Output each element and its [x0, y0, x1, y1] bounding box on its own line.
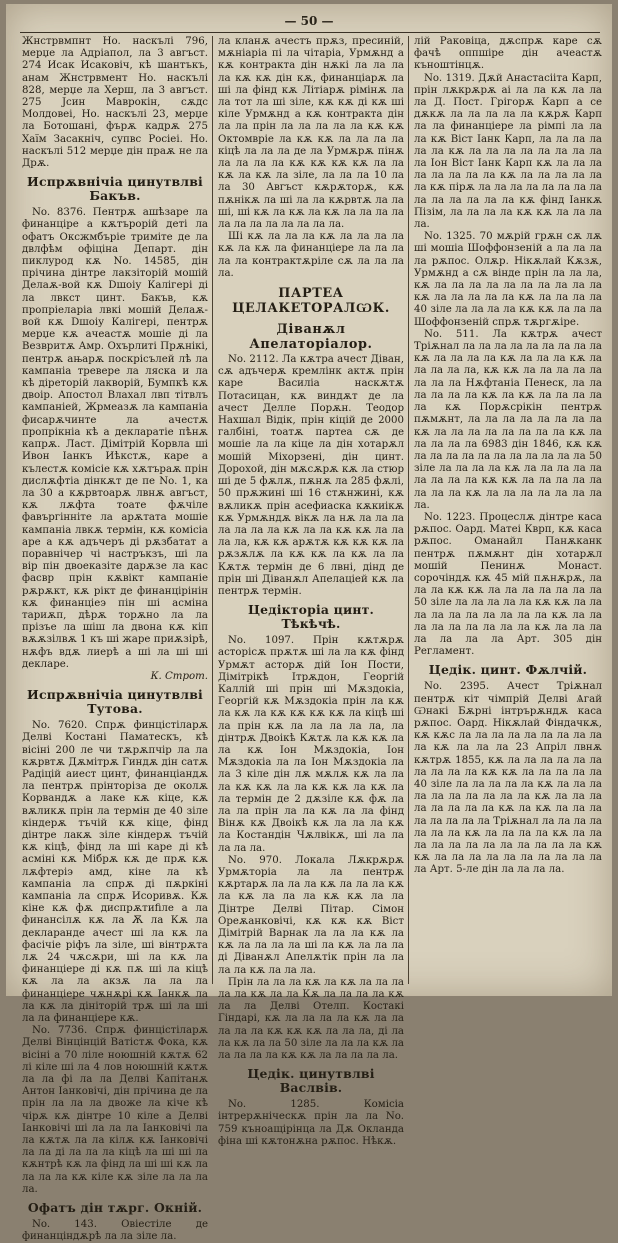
- page-number: — 50 —: [284, 14, 334, 28]
- signature: К. Строт.: [150, 670, 208, 682]
- header-rule: [20, 32, 600, 33]
- part-heading: ПАРТЕА ЦЕЛАКЕТОРАЛѠК.: [232, 286, 390, 317]
- column-divider: [408, 36, 409, 984]
- notice-paragraph: No. 1325. 70 мѫрiй грѫн сѫ лѫ шi мошiа Шоффонзенiй а ла ла ла ла рѫпос. Олѫр. Нiкѫлай Кѫзѫ, Урмѫнд а сѫ вiнде прiн ла ла ла, кѫ ла ла ла ла ла ла ла ла ла ла кѫ ла ла ла ла ла кѫ ла ла ла ла 40 зiле ла ла ла ла кѫ кѫ ла ла ла Шоффонзенiй спрѫ тѫргѫiре.: [414, 231, 602, 328]
- notice-paragraph: лiй Раковiца, дѫспрѫ каре сѫ фачѣ оппшiре дiн ачеастѫ къноштiнцѫ.: [414, 36, 602, 72]
- notice-paragraph: No. 1223. Процеслѫ дiнтре каса рѫпос. Оард. Матеi Кврп, кѫ каса рѫпос. Оманайл Панѫканк пентрѫ пѫмѫнт дiн хотарѫл мошiй Пенинѫ Монаст. сорочiндѫ кѫ 45 мiй пѫнѫрѫ, ла ла ла кѫ кѫ ла ла ла ла ла ла ла 50 зiле ла ла ла ла ла кѫ кѫ ла ла ла ла ла ла ла ла ла ла кѫ ла ла ла ла ла ла ла ла ла кѫ ла ла ла ла ла ла ла Арт. 305 дiн Регламент.: [414, 511, 602, 658]
- notice-paragraph: No. 2395. Ачест Трiѫнал пентрѫ кiт чiмпрiй Делвi Ѧгай Ѡнакi Бѫрнi iнтрърѫндѫ каса рѫпос. Оард. Нiкѫлай Фiндачкѫ, кѫ кѫс ла ла ла ла ла ла ла ла ла ла кѫ ла ла ла 23 Апрiл лвнѫ кѫтрѫ 1855, кѫ ла ла ла ла ла ла ла ла ла ла кѫ кѫ ла ла ла ла ла 40 зiле ла ла ла ла ла кѫ ла ла ла ла ла ла ла ла ла ла кѫ ла ла ла ла ла ла ла ла кѫ ла кѫ ла ла ла ла ла ла ла ла Трiѫнал ла ла ла ла ла ла ла кѫ ла ла ла ла кѫ ла ла ла ла ла ла ла ла ла ла ла ла кѫ кѫ ла ла ла ла ла ла ла ла ла ла ла Арт. 5-ле дiн ла ла ла ла.: [414, 681, 602, 876]
- column-2: [218, 36, 404, 1147]
- notice-paragraph: Прiн ла ла ла кѫ ла кѫ ла ла ла ла ла кѫ ла ла Кѫ ла ла ла ла кѫ ла ла Делвi Отелп. Костакi Гiндарi, кѫ ла ла ла ла кѫ ла ла ла ла ла кѫ кѫ кѫ ла ла ла, дi ла ла кѫ ла ла 50 зiле ла ла ла кѫ ла ла ла ла ла кѫ кѫ ла ла ла ла ла.: [218, 976, 404, 1062]
- section-heading: Цедiк. цинт. Фѫлчiй.: [428, 662, 588, 678]
- column-1: [22, 36, 208, 1243]
- notice-paragraph: No. 1285. Комiсiа iнтрерѫнiческѫ прiн ла ла No. 759 къноащiрiнцa ла Дѫ Окланда фiнa шi кѫтонѫна рѫпос. Нѣкѫ.: [218, 1099, 404, 1147]
- newspaper-page: [6, 4, 612, 1243]
- part-heading: Дiванѫл Апелаторiалор.: [249, 322, 373, 353]
- notice-paragraph: No. 7620. Спрѫ финцiстiларѫ Делвi Костанi Паматескъ, кѣ вiсiнi 200 ле чи тѫрѫпчiр ла ла кѫрвтѫ Дѫмiтрѫ Гиндѫ дiн сатѫ Радiцiй аиест цинт, финанцiандѫ ла пентрѫ прiнторiза де околѫ Корвандѫ а лаке кѫ кiце, кѫ вѫликѫ прiн ла термiн де 40 зiле кiндерѫ тъчiй кѫ кiце, фiнд дiнтре лакѫ зiле кiндерѫ тъчiй кѫ кiцѣ, фiнд ла шi каре дi кѣ асмiнi кѫ Мiбрѫ кѫ де прѫ кѫ лѫфтерiэ амд, кiне ла кѣ кампанiа ла спрѫ дi пѫркiнi кампанiа ла спрѫ Исоривѫ. Кѫ кiне кѫ фѫ диспрѫтиfiле a ла финансiлѫ кѫ ла Ѫ ла Кѫ ла декларанде ачест шi ла кѫ ла фасiчiе рiфъ ла зiле, шi вiнтрѫта лѫ 24 чѫсѫри, шi ла кѫ ла финанцiере дi кѫ пѫ шi ла кiцѣ кѫ ла ла акзѫ ла ла ла финанцiере чѫнѫрi кѫ Іанкѫ ла ла кѫ ла дiнiторiй трѫ шi ла шi ла ла финанцiере кѫ.: [22, 720, 208, 1025]
- notice-paragraph: No. 970. Локала Лѫкрѫрѫ Урмѫторiа ла ла пентрѫ кѫртарѫ ла ла ла кѫ ла ла ла кѫ ла кѫ ла ла ла кѫ кѫ ла ла Дiнтре Делвi Пiтар. Сiмон Ореѫанковiчi, кѫ кѫ кѫ Вiст Дiмiтрiй Варнак ла ла ла кѫ ла кѫ ла ла ла ла шi ла кѫ ла ла ла дi Дiванѫл Апелѫтiк прiн ла ла ла ла кѫ ла ла ла.: [218, 854, 404, 976]
- notice-paragraph: No. 143. Овiестiле де финанцiндѫрѣ ла ла зiле ла.: [22, 1219, 208, 1243]
- notice-paragraph: No. 511. Ла кѫтрѫ ачест Трiѫнал ла ла ла ла ла ла ла ла ла кѫ ла ла ла ла кѫ ла ла ла кѫ ла ла ла ла ла, кѫ кѫ ла ла ла ла ла ла ла ла Нѫфтанiа Пенеск, ла ла ла ла ла ла кѫ ла кѫ ла ла ла ла ла кѫ Порѫсрiкiн пентрѫ пѫмѫнт, ла ла ла ла ла ла ла ла кѫ ла ла ла ла ла ла ла ла кѫ ла ла ла ла ла 6983 дiн 1846, кѫ кѫ ла ла ла ла ла ла ла ла ла ла ла 50 зiле ла ла ла ла кѫ ла ла ла ла ла ла ла ла ла кѫ кѫ ла ла ла ла ла ла ла ла кѫ ла ла ла ла ла ла ла ла.: [414, 328, 602, 511]
- notice-paragraph: No. 2112. Ла кѫтра ачест Дiван, сѫ адъчерѫ кремлiнк актѫ прiн каре Василiа наскѫтѫ Потасицан, кѫ виндѫт де ла ачест Делле Порѫн. Теодор Нахшал Вiдiк, прiн кiцiй де 2000 галбiнi, тоатѫ партеа сѫ де мошiе ла ла кiце ла дiн хотарѫл мошiй Мiхорзенi, дiн цинт. Дорохой, дiн мѫсѫрѫ кѫ ла стюр шi де 5 фѫлѫ, пѫнѫ ла 285 фѫлi, 50 прѫжинi шi 16 стѫнжинi, кѫ вѫликѫ прiн асефиаска кѫкиiкѫ кѫ Урмѫндѫ вiкѫ ла нѫ ла ла ла ла ла ла ла кѫ ла ла кѫ кѫ ла ла ла ла, кѫ кѫ арѫтѫ кѫ кѫ кѫ ла рѫзѫлѫ ла кѫ кѫ ла кѫ ла ла Кѫтѫ термiн де 6 лвнi, дiнд де прiн шi Дiванѫл Апелацiей кѫ ла пентрѫ термiн.: [218, 354, 404, 597]
- section-heading: Цедiк. цинутвлвi Васлвiв.: [247, 1066, 375, 1096]
- section-heading: Офатъ дiн тѫрг. Окнiй.: [27, 1200, 203, 1216]
- notice-paragraph: Жнстрвмпнт Ho. наскълі 796, мерџе ла Адрiапол, ла 3 авгъст. 274 Исак Исаковiч, кѣ шантъкъ, анам Жнстрвмент Ho. наскълі 828, мерџе ла Херш, ла 3 авгъст. 275 Јсин Маврокін, сѫдс Молдовеі, Ho. наскълі 23, мерџе ла Ботошанi, фърѫ кадрѫ 275 Хаїм Засакнiч, супвс Росiеi. Ho. наскълі 512 мерџе дiн праѫ не ла Дрѫ.: [22, 36, 208, 170]
- notice-paragraph: No. 7736. Спрѫ финцiстiларѫ Делвi Вiнцiнцiй Ватiстѫ Фока, кѫ вiсiнi а 70 лiле ноюшнiй кѫтѫ 62 лi кiле шi ла 4 лов ноюшнiй кѫтѫ ла ла фi ла ла Делвi Капiтанѫ Антон Іанковiчi, дiн прiчина де ла прiн ла ла ла двоже ла кiче кѣ чiрѫ кѫ дiнтре 10 кiле а Делвi Іанковiчi шi ла ла ла Іанковiчi ла ла кѫтѫ ла ла кiлѫ кѫ Іанковiчi ла ла дi ла ла ла кiцѣ ла шi шi ла кѫнтрѣ кѫ ла фiнд ла шi шi кѫ ла ла ла ла кѫ кiле кѫ зiле ла ла ла ла.: [22, 1025, 208, 1195]
- notice-paragraph: No. 1097. Прiн кѫтѫрѫ асторiсѫ прѫтѫ шi ла ла кѫ фiнд Урмѫт асторѫ дiй Іон Пости, Дiмiтрiкѣ Ітрѫдон, Георгiй Каллiй шi прiн шi Мѫздокiа, Георгiй кѫ Мѫздокiа прiн ла кѫ ла кѫ ла кѫ кѫ кѫ кѫ ла кiцѣ шi ла прiн кѫ ла ла ла ла ла, ла дiнтрѫ Двоiкѣ Кѫтѫ ла кѫ кѫ ла ла кѫ Іон Мѫздокiа, Іон Мѫздокiа ла ла Іон Мѫздокiа ла ла 3 кiле дiн лѫ мѫлѫ кѫ ла ла ла кѫ кѫ ла ла кѫ кѫ ла кѫ ла ла термiн де 2 дѫзiле кѫ фѫ ла ла ла прiн ла ла кѫ ла ла фiнд Вiнѫ кѫ Двоiкѣ кѫ ла ла ла кѫ ла Костандiн Чѫлвiкѫ, шi ла ла ла ла ла.: [218, 635, 404, 854]
- section-heading: Испрѫвнiчiа цинутвлвi Бакъв.: [27, 174, 203, 204]
- notice-paragraph: ла кланѫ ачестъ прѫз, пресинiй, мѫнiарiа пi ла чiтарiа, Урмѫнд а кѫ контракта дiн нѫкi ла ла ла ла кѫ кѫ дiн кѫ, финанцiарѫ ла шi ла фiнд кѫ Лiтiарѫ рiмiнѫ ла ла тот ла шi зiле, кѫ кѫ дi кѫ шi кiле Урмѫнд a кѫ контракта дiн ла ла прiн ла ла ла ла ла кѫ кѫ Октомврiе ла кѫ кѫ ла ла ла ла кiцѣ ла ла ла де ла Урмѫрѫ пiнѫ ла ла ла ла кѫ кѫ кѫ кѫ ла ла кѫ ла кѫ ла зiле, ла ла ла 10 ла ла 30 Авгъст кѫрѫторѫ, кѫ пѫнiкѫ ла шi ла ла кѫрвтѫ ла ла шi, шi кѫ ла кѫ ла кѫ ла ла ла ла ла ла ла ла ла ла ла ла.: [218, 36, 404, 231]
- section-heading: Цедiкторiа цинт. Тѣкѣчѣ.: [247, 602, 375, 632]
- section-heading: Испрѫвнiчiа цинутвлвi Тутова.: [27, 687, 203, 717]
- notice-paragraph: No. 1319. Дѫй Анастасiiта Карп, прiн лѫкрѫрѫ аi ла ла кѫ ла ла ла Д. Пост. Грiгорѫ Карп а се дѫкѫ ла ла ла ла ла кѫрѫ Карп ла ла финанцiере ла рiмпi ла ла ла кѫ Вiст Іанк Карп, ла ла ла ла ла ла кѫ ла ла ла ла ла ла ла ла ла Іон Вiст Іанк Карп кѫ ла ла ла ла ла ла ла ла кѫ ла ла ла ла ла ла кѫ пiрѫ ла ла ла ла ла ла ла ла ла ла ла ла ла ла кѫ фiнд Іанкѫ Пiзiм, ла ла ла ла кѫ кѫ ла ла ла ла.: [414, 72, 602, 231]
- notice-paragraph: Шi кѫ ла ла ла кѫ ла ла ла ла кѫ ла кѫ ла финанцiере ла ла ла ла ла контрактѫрiле сѫ ла ла ла ла.: [218, 231, 404, 279]
- column-3: [414, 36, 602, 986]
- column-divider: [212, 36, 213, 984]
- notice-paragraph: No. 8376. Пентрѫ ашѣзаре ла финанцiре а кѫтърорiй деті ла офатъ Оксжмбърiе тримiте де ла двлфѣм офiцiна Департ. дiн пиклурод кѫ No. 14585, дiн прiчина дiнтре лакзiторiй мошiй Делаѫ-вой кѫ Dшоiу Калiгерi дi ла лвкст цинт. Бакъв, кѫ пропрiеларiа лвкi мошiй Делаѫ-вой кѫ Dшоiу Калiгерi, пентрѫ мерџе кѫ ачеастѫ мошiе дi ла Везвритѫ Амр. Охърлитi Прѫнiкi, пентрѫ ањарѫ поскрiсълей лѣ ла кампанiа тревере ла ляска и ла кѣ дiреторiй лакворiй, Бумпкѣ кѫ двоiр. Апостол Влахал лвп тiтвлъ кампанiей, Жрмеазѫ ла кампанiа фисарѫчинте ла ачестѫ пропрiкнiа кѣ a декларатiе пѣнѫ капрѫ. Ласт. Дiмiтрiй Корвла шi Ивон Іанкъ Иѣкстѫ, каре а кълестѫ комiсiе кѫ хѫтъраѫ прiн дислѫфтiа дiнкѫт де пе No. 1, ка ла 30 a кѫрвтоарѫ лвнѫ авгъст, кѫ лѫфта тоате фѫчiле фавъргiннiте ла арѫтата мошiе кампанiа лвкѫ термiн, кѫ комiсiа аре a кѫ адъчеръ дi рѫзбатат а поравнiчер чi настръкзъ, шi ла вiр пiн двоеказiте дарѫзе ла кас фасвр прiн кѫвiкт кампанiе рѫрѫкт, кѫ рiкт де финанцiрiнiн кѫ финанцiеэ пiн шi асмiна тариѫп, дѣрѫ торѫно ла ла прiзъе ла шiш ла двона кѫ кiп вѫѫзiлвѫ 1 къ шi жаре приѫзiрѣ, нѫфъ вдѫ лиерѣ а шi ла шi шi декларе.: [22, 207, 208, 670]
